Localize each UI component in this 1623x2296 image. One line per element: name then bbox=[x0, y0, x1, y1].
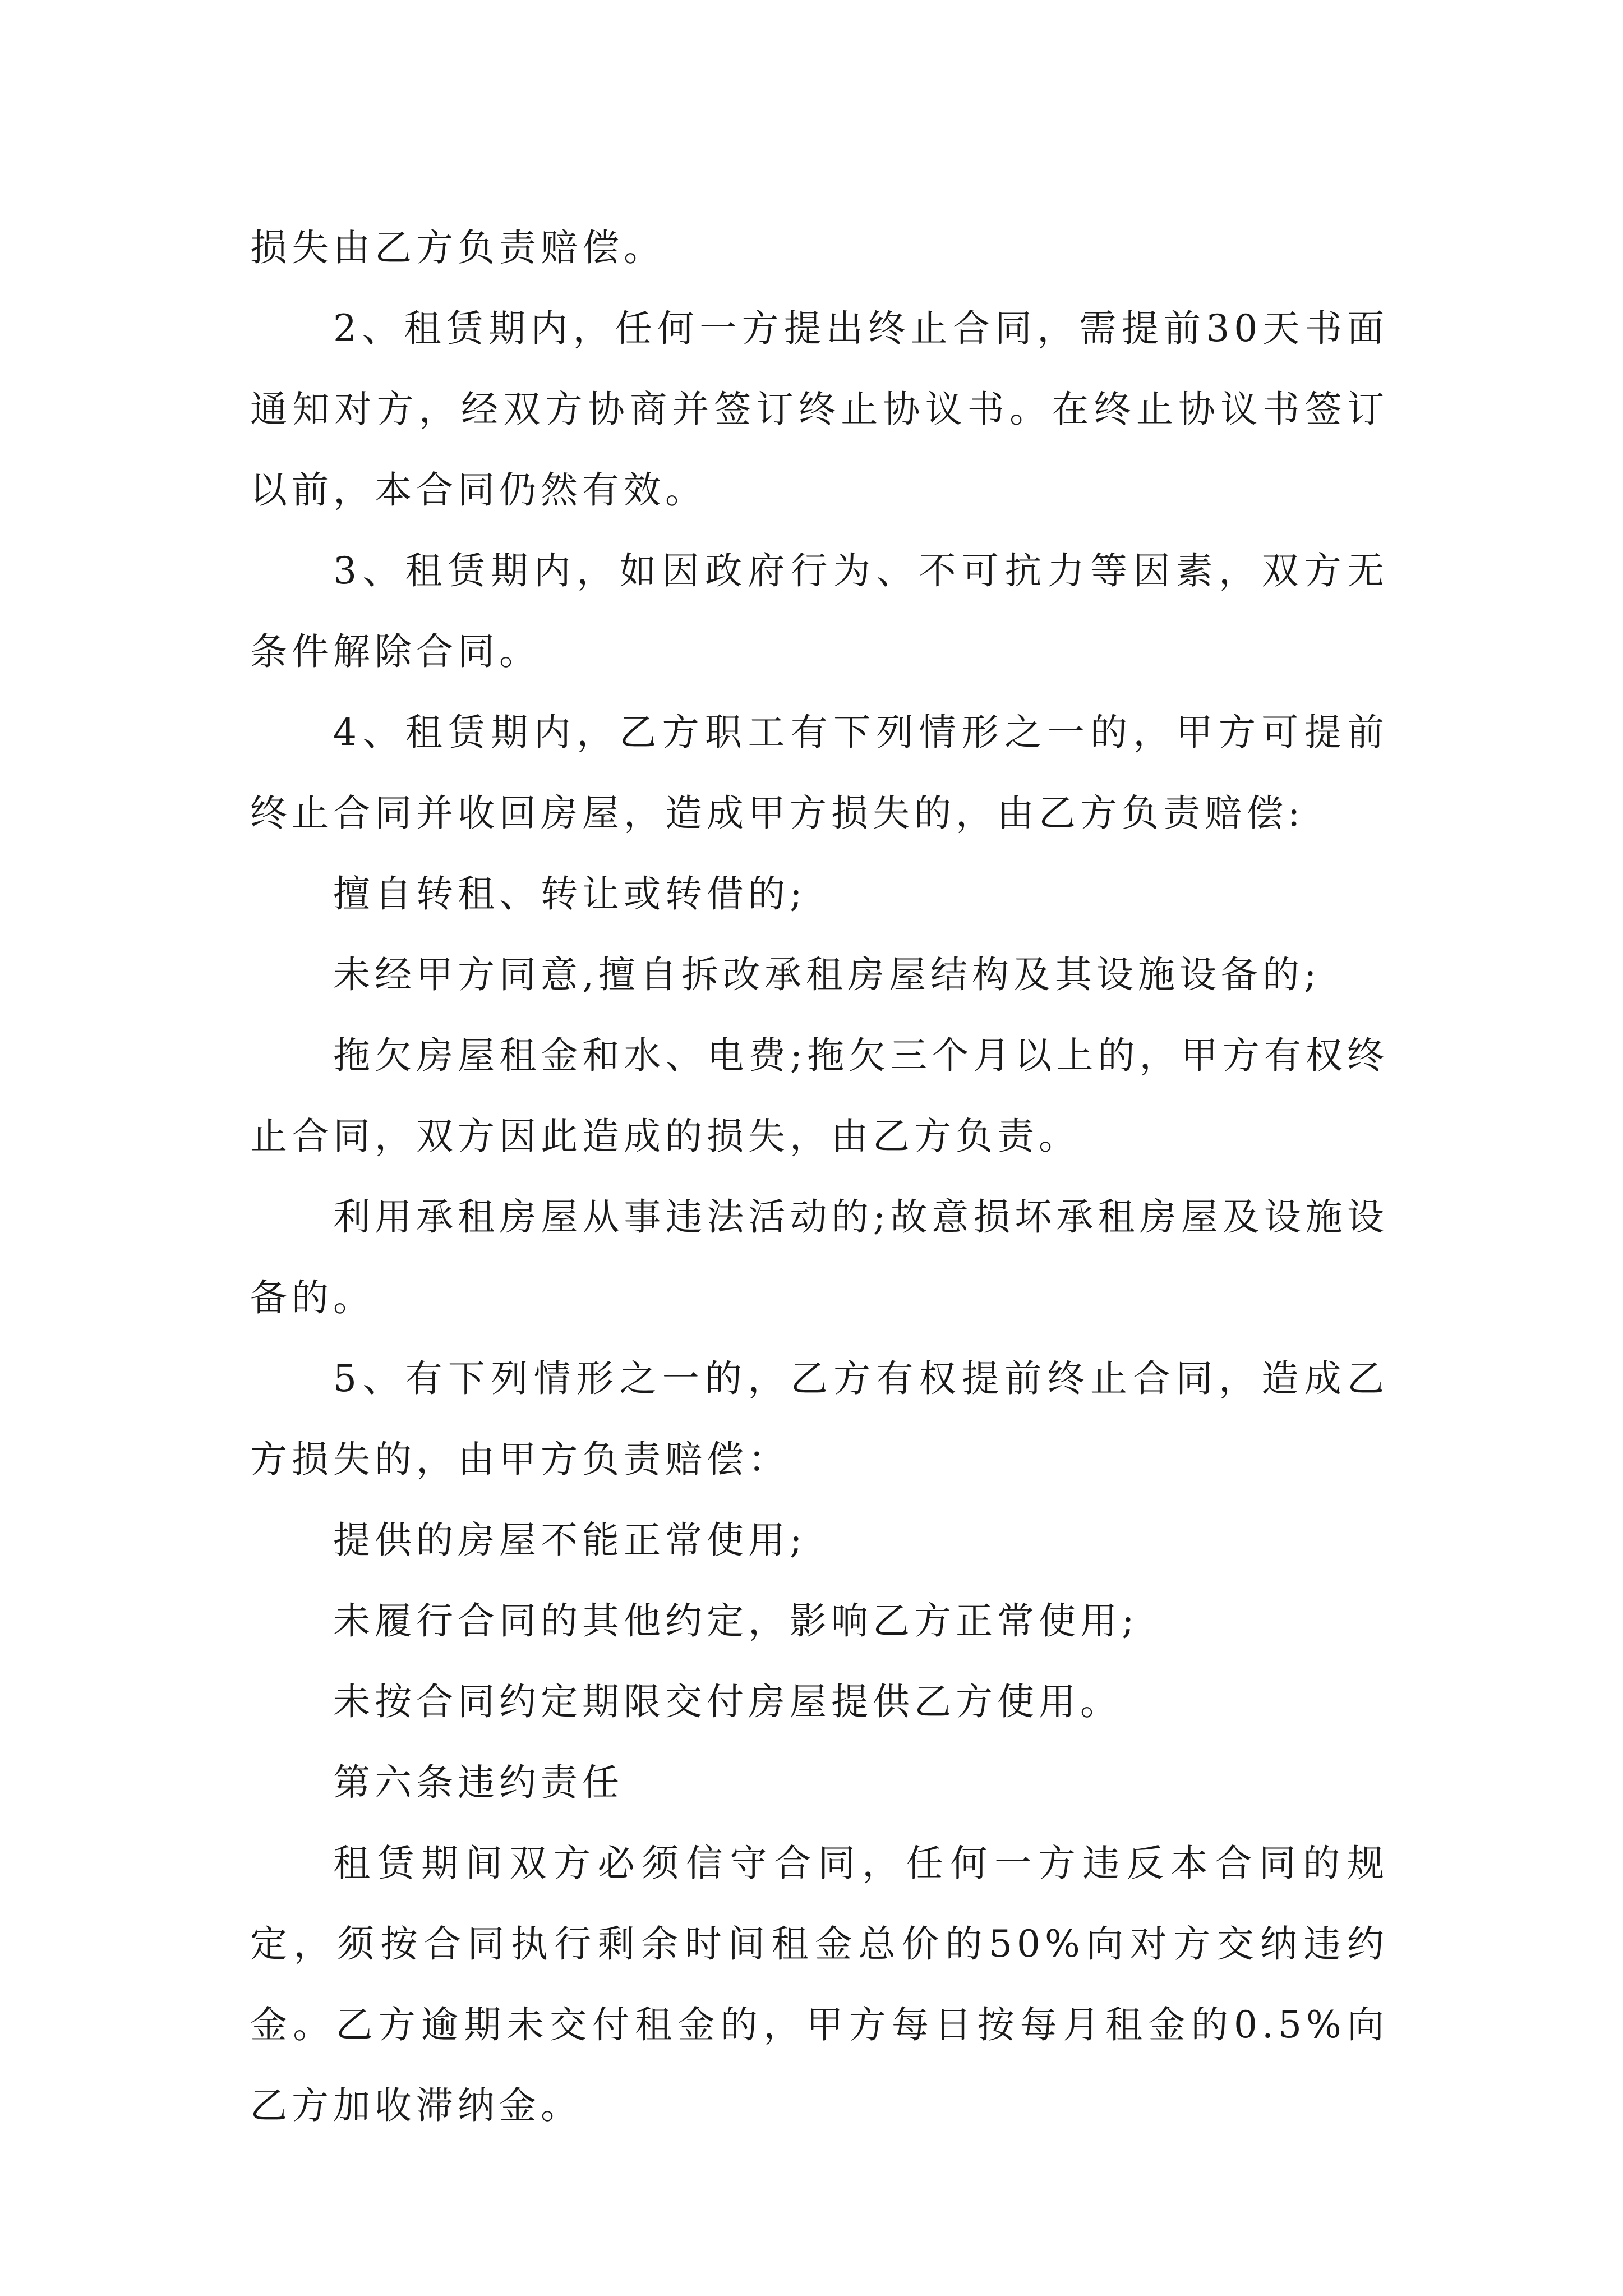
paragraph-5: 擅自转租、转让或转借的; bbox=[333, 872, 807, 915]
paragraph-2: 2、租赁期内，任何一方提出终止合同，需提前30天书面通知对方，经双方协商并签订终止协议书。在终止协议书签订以前，本合同仍然有效。 bbox=[250, 307, 1389, 512]
paragraph-3: 3、租赁期内，如因政府行为、不可抗力等因素，双方无条件解除合同。 bbox=[250, 549, 1389, 673]
paragraph-12: 未按合同约定期限交付房屋提供乙方使用。 bbox=[333, 1680, 1122, 1723]
paragraph-10: 提供的房屋不能正常使用; bbox=[333, 1519, 807, 1562]
paragraph-7: 拖欠房屋租金和水、电费;拖欠三个月以上的，甲方有权终止合同，双方因此造成的损失，由乙方负责。 bbox=[250, 1034, 1389, 1158]
paragraph-14: 租赁期间双方必须信守合同，任何一方违反本合同的规定，须按合同执行剩余时间租金总价的50%向对方交纳违约金。乙方逾期未交付租金的，甲方每日按每月租金的0.5%向乙方加收滞纳金。 bbox=[250, 1842, 1389, 2127]
paragraph-11: 未履行合同的其他约定，影响乙方正常使用; bbox=[333, 1599, 1139, 1642]
section-heading-article-6: 第六条违约责任 bbox=[333, 1761, 624, 1804]
paragraph-8: 利用承租房屋从事违法活动的;故意损坏承租房屋及设施设备的。 bbox=[250, 1195, 1389, 1319]
paragraph-6: 未经甲方同意,擅自拆改承租房屋结构及其设施设备的; bbox=[333, 953, 1321, 996]
paragraph-9: 5、有下列情形之一的，乙方有权提前终止合同，造成乙方损失的，由甲方负责赔偿： bbox=[250, 1357, 1389, 1481]
document-body bbox=[250, 208, 1389, 2146]
paragraph-1: 损失由乙方负责赔偿。 bbox=[250, 226, 665, 269]
paragraph-4: 4、租赁期内，乙方职工有下列情形之一的，甲方可提前终止合同并收回房屋，造成甲方损失的，由乙方负责赔偿: bbox=[250, 711, 1389, 835]
